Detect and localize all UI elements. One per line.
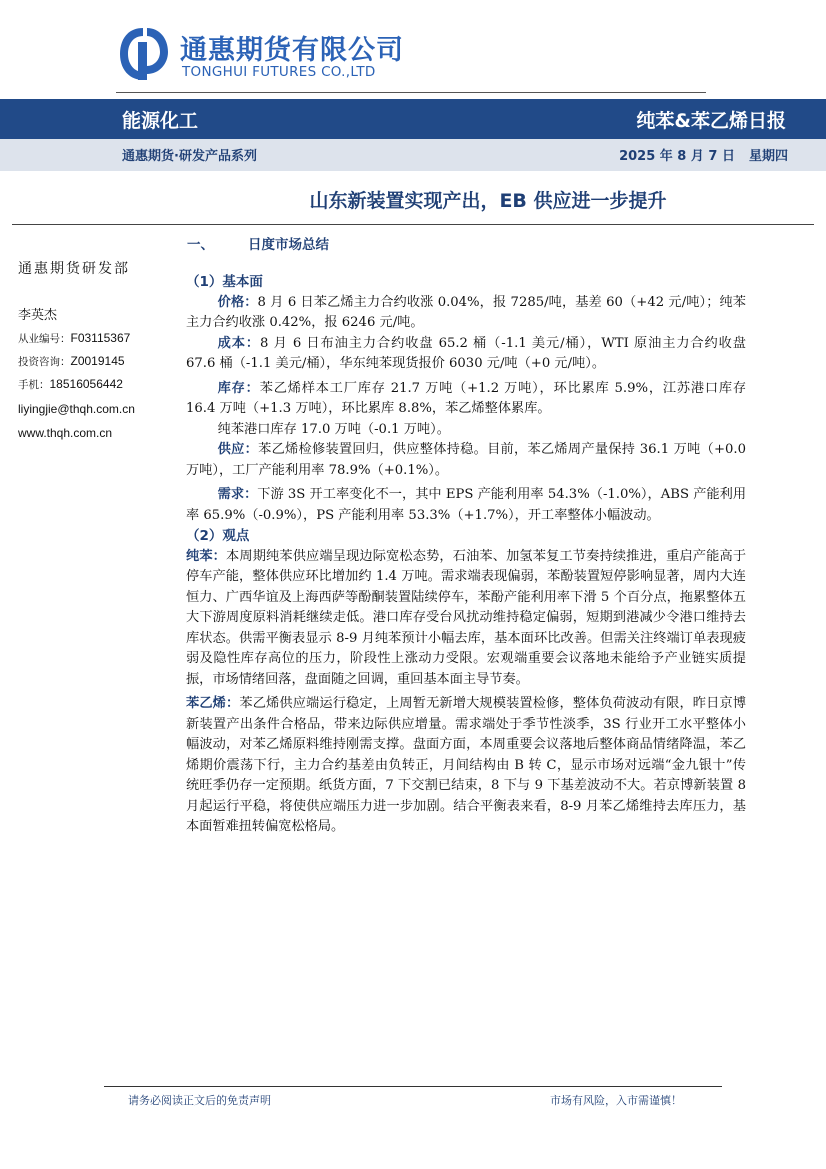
- report-date-text: 2025 年 8 月 7 日: [619, 149, 735, 164]
- company-website: www.thqh.com.cn: [18, 426, 113, 440]
- analyst-sidebar: [18, 258, 178, 440]
- page-title: 山东新装置实现产出，EB 供应进一步提升: [309, 190, 667, 212]
- supply-label: 供应：: [217, 442, 259, 457]
- risk-warning: 市场有风险，入市需谨慎！: [550, 1094, 682, 1107]
- title-divider: [12, 224, 814, 225]
- company-name-en: TONGHUI FUTURES CO.,LTD: [182, 64, 376, 80]
- price-paragraph: [186, 293, 746, 334]
- styrene-label: 苯乙烯：: [186, 696, 240, 711]
- styrene-text: 苯乙烯供应端运行稳定，上周暂无新增大规模装置检修，整体负荷波动有限，昨日京博新装置产出条件合格品，带来边际供应增量。需求端处于季节性淡季，3S 行业开工水平整体小幅波动，对苯乙烯原料维持刚需支撑。盘面方面，本周重要会议落地后整体商品情绪降温，苯乙烯期价震荡下行，主力合约基差由负转正，月间结构由 B 转 C，显示市场对远端“金九银十”传统旺季仍存一定预期。纸货方面，7 下交割已结束，8 下与 9 下基差波动不大。若京博新装置 8 月起运行平稳，将使供应端压力进一步加剧。结合平衡表来看，8-9 月苯乙烯维持去库压力，基本面暂难扭转偏宽松格局。: [186, 696, 747, 834]
- demand-paragraph: [186, 485, 746, 526]
- styrene-paragraph: [186, 694, 746, 838]
- phone-row: [18, 377, 178, 392]
- analyst-name: 李英杰: [18, 308, 58, 323]
- footer-divider: [104, 1086, 722, 1087]
- department-name: 通惠期货研发部: [18, 261, 130, 277]
- license-number-row: [18, 331, 178, 346]
- disclaimer-note: 请务必阅读正文后的免责声明: [128, 1094, 271, 1107]
- price-text: 8 月 6 日苯乙烯主力合约收涨 0.04%，报 7285/吨，基差 60（+42 元/吨）；纯苯主力合约收涨 0.42%，报 6246 元/吨。: [186, 294, 746, 330]
- analyst-email: liyingjie@thqh.com.cn: [18, 402, 135, 416]
- inventory-paragraph-2: 纯苯港口库存 17.0 万吨（-0.1 万吨）。: [217, 421, 450, 437]
- report-series: 通惠期货·研发产品系列: [122, 149, 257, 164]
- license-number-value: F03115367: [70, 331, 131, 345]
- demand-text: 下游 3S 开工率变化不一，其中 EPS 产能利用率 54.3%（-1.0%），ABS 产能利用率 65.9%（-0.9%），PS 产能利用率 53.3%（+1.7%），开工率整体小幅波动。: [186, 487, 747, 523]
- inventory-paragraph: [186, 379, 746, 420]
- benzene-paragraph: [186, 547, 746, 691]
- basics-heading: （1）基本面: [186, 274, 263, 290]
- header-divider: [116, 92, 706, 93]
- price-label: 价格：: [217, 294, 258, 310]
- report-category: 能源化工: [122, 110, 199, 132]
- benzene-label: 纯苯：: [186, 548, 227, 564]
- views-heading: （2）观点: [186, 528, 250, 544]
- report-body: [186, 272, 746, 838]
- cost-paragraph: [186, 334, 746, 375]
- section-heading: [187, 233, 329, 253]
- phone-value: 18516056442: [49, 377, 123, 391]
- inventory-text: 苯乙烯样本工厂库存 21.7 万吨（+1.2 万吨），环比累库 5.9%，江苏港口库存 16.4 万吨（+1.3 万吨），环比累库 8.8%，苯乙烯整体累库。: [186, 380, 747, 416]
- company-logo: [116, 22, 416, 86]
- consulting-number-row: [18, 354, 178, 369]
- section-number: 一、: [187, 237, 214, 253]
- inventory-label: 库存：: [217, 380, 260, 396]
- license-number-label: 从业编号：: [18, 333, 71, 345]
- report-name: 纯苯&苯乙烯日报: [636, 110, 786, 132]
- report-date: [619, 145, 788, 164]
- company-logo-icon: [116, 24, 170, 84]
- section-title: 日度市场总结: [248, 237, 329, 253]
- phone-label: 手机：: [18, 379, 50, 391]
- cost-text: 8 月 6 日布油主力合约收盘 65.2 桶（-1.1 美元/桶），WTI 原油主力合约收盘 67.6 桶（-1.1 美元/桶），华东纯苯现货报价 6030 元/吨（+0 元/吨）。: [186, 335, 746, 371]
- supply-text: 苯乙烯检修装置回归，供应整体持稳。目前，苯乙烯周产量保持 36.1 万吨（+0.0 万吨），工厂产能利用率 78.9%（+0.1%）。: [186, 442, 746, 478]
- supply-paragraph: [186, 440, 746, 481]
- demand-label: 需求：: [217, 487, 258, 502]
- consulting-number-label: 投资咨询：: [18, 356, 71, 368]
- cost-label: 成本：: [217, 335, 261, 351]
- company-name-cn: 通惠期货有限公司: [180, 35, 404, 66]
- report-weekday: 星期四: [748, 149, 788, 164]
- consulting-number-value: Z0019145: [70, 354, 125, 368]
- benzene-text: 本周期纯苯供应端呈现边际宽松态势，石油苯、加氢苯复工节奏持续推进，重启产能高于停车产能，整体供应环比增加约 1.4 万吨。需求端表现偏弱，苯酚装置短停影响显著，周内大连恒力、广西华谊及上海西萨等酚酮装置陆续停车，苯酚产能利用率下滑 5 个百分点，拖累整体五大下游周度原料消耗继续走低。港口库存受台风扰动维持稳定偏弱，短期到港减少令港口维持去库状态。供需平衡表显示 8-9 月纯苯预计小幅去库，基本面环比改善。但需关注终端订单表现疲弱及隐性库存高位的压力，阶段性上涨动力受限。宏观端重要会议落地未能给予产业链实质提振，市场情绪回落，盘面随之回调，重回基本面主导节奏。: [186, 548, 747, 687]
